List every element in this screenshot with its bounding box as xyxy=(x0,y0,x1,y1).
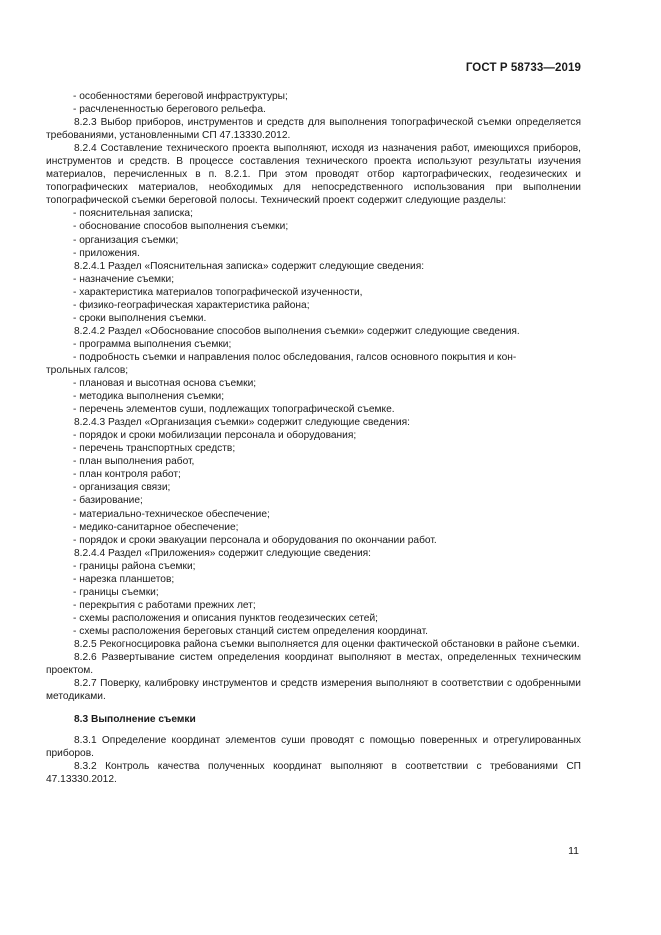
list-item: - приложения. xyxy=(73,247,140,259)
list-item: - физико-географическая характеристика района; xyxy=(73,299,310,311)
list-item: - порядок и сроки мобилизации персонала и оборудования; xyxy=(73,430,357,442)
list-item: - материально-техническое обеспечение; xyxy=(73,508,270,520)
list-item xyxy=(46,351,581,377)
list-item: - характеристика материалов топографической изученности, xyxy=(73,286,363,298)
paragraph-8-2-6: 8.2.6 Развертывание систем определения координат выполняют в местах, определенных техническим проектом. xyxy=(46,652,581,677)
list-item: - плановая и высотная основа съемки; xyxy=(73,378,257,390)
paragraph-8-2-5: 8.2.5 Рекогносцировка района съемки выполняется для оценки фактической обстановки в районе съемки. xyxy=(74,638,580,650)
list-item: - перечень транспортных средств; xyxy=(73,443,236,455)
list-item: - план контроля работ; xyxy=(73,469,181,481)
list-item: - пояснительная записка; xyxy=(73,208,193,220)
paragraph-8-2-3: 8.2.3 Выбор приборов, инструментов и средств для выполнения топографической съемки определяется требованиями, установленными СП 47.13330.2012. xyxy=(46,117,581,142)
list-item: - особенностями береговой инфраструктуры; xyxy=(73,91,288,102)
paragraph-8-2-4: 8.2.4 Составление технического проекта выполняют, исходя из назначения работ, имеющихся приборов, инструментов и средств. В процессе составления технического проекта используют результаты изучения материалов, перечисленных в п. 8.2.1. При этом проводят отбор картографических, геодезических и топографических материалов, необходимых для непосредственного использования при выполнении топографической съемки береговой полосы. Технический проект содержит следующие разделы: xyxy=(46,143,581,207)
list-item: - организация съемки; xyxy=(73,234,179,246)
paragraph-8-3-2: 8.3.2 Контроль качества полученных координат выполняют в соответствии с требованиями СП 47.13330.2012. xyxy=(46,761,581,786)
list-item: - границы района съемки; xyxy=(73,560,196,572)
paragraph-8-2-4-1: 8.2.4.1 Раздел «Пояснительная записка» содержит следующие сведения: xyxy=(74,260,425,272)
list-item: - границы съемки; xyxy=(73,586,159,598)
paragraph-8-3-1: 8.3.1 Определение координат элементов суши проводят с помощью поверенных и отрегулированных приборов. xyxy=(46,735,581,760)
paragraph-8-2-7: 8.2.7 Поверку, калибровку инструментов и средств измерения выполняют в соответствии с одобренными методиками. xyxy=(46,678,581,703)
list-item: - обоснование способов выполнения съемки; xyxy=(73,221,289,233)
paragraph-8-2-4-3: 8.2.4.3 Раздел «Организация съемки» содержит следующие сведения: xyxy=(74,417,410,429)
list-item: - нарезка планшетов; xyxy=(73,573,175,585)
section-heading-8-3: 8.3 Выполнение съемки xyxy=(74,714,196,726)
list-item: - методика выполнения съемки; xyxy=(73,391,225,403)
list-item: - назначение съемки; xyxy=(73,273,175,285)
document-body xyxy=(46,90,581,786)
list-item: - базирование; xyxy=(73,495,143,507)
list-item: - порядок и сроки эвакуации персонала и оборудования по окончании работ. xyxy=(73,534,437,546)
list-item: - расчлененностью берегового рельефа. xyxy=(73,104,266,116)
list-item: - сроки выполнения съемки. xyxy=(73,312,207,324)
list-item: - медико-санитарное обеспечение; xyxy=(73,521,239,533)
paragraph-8-2-4-2: 8.2.4.2 Раздел «Обоснование способов выполнения съемки» содержит следующие сведения. xyxy=(74,325,520,337)
page-number: 11 xyxy=(568,845,579,857)
list-item: - схемы расположения береговых станций систем определения координат. xyxy=(73,625,428,637)
list-item-continuation: трольных галсов; xyxy=(46,364,129,376)
list-item: - схемы расположения и описания пунктов геодезических сетей; xyxy=(73,612,378,624)
list-item: - организация связи; xyxy=(73,482,171,494)
list-item-line: - подробность съемки и направления полос обследования, галсов основного покрытия и кон- xyxy=(73,351,517,363)
list-item: - план выполнения работ, xyxy=(73,456,195,468)
list-item: - перечень элементов суши, подлежащих топографической съемке. xyxy=(73,404,395,416)
paragraph-8-2-4-4: 8.2.4.4 Раздел «Приложения» содержит следующие сведения: xyxy=(74,547,372,559)
list-item: - программа выполнения съемки; xyxy=(73,338,232,350)
list-item: - перекрытия с работами прежних лет; xyxy=(73,599,256,611)
document-id-header: ГОСТ Р 58733—2019 xyxy=(465,62,581,74)
